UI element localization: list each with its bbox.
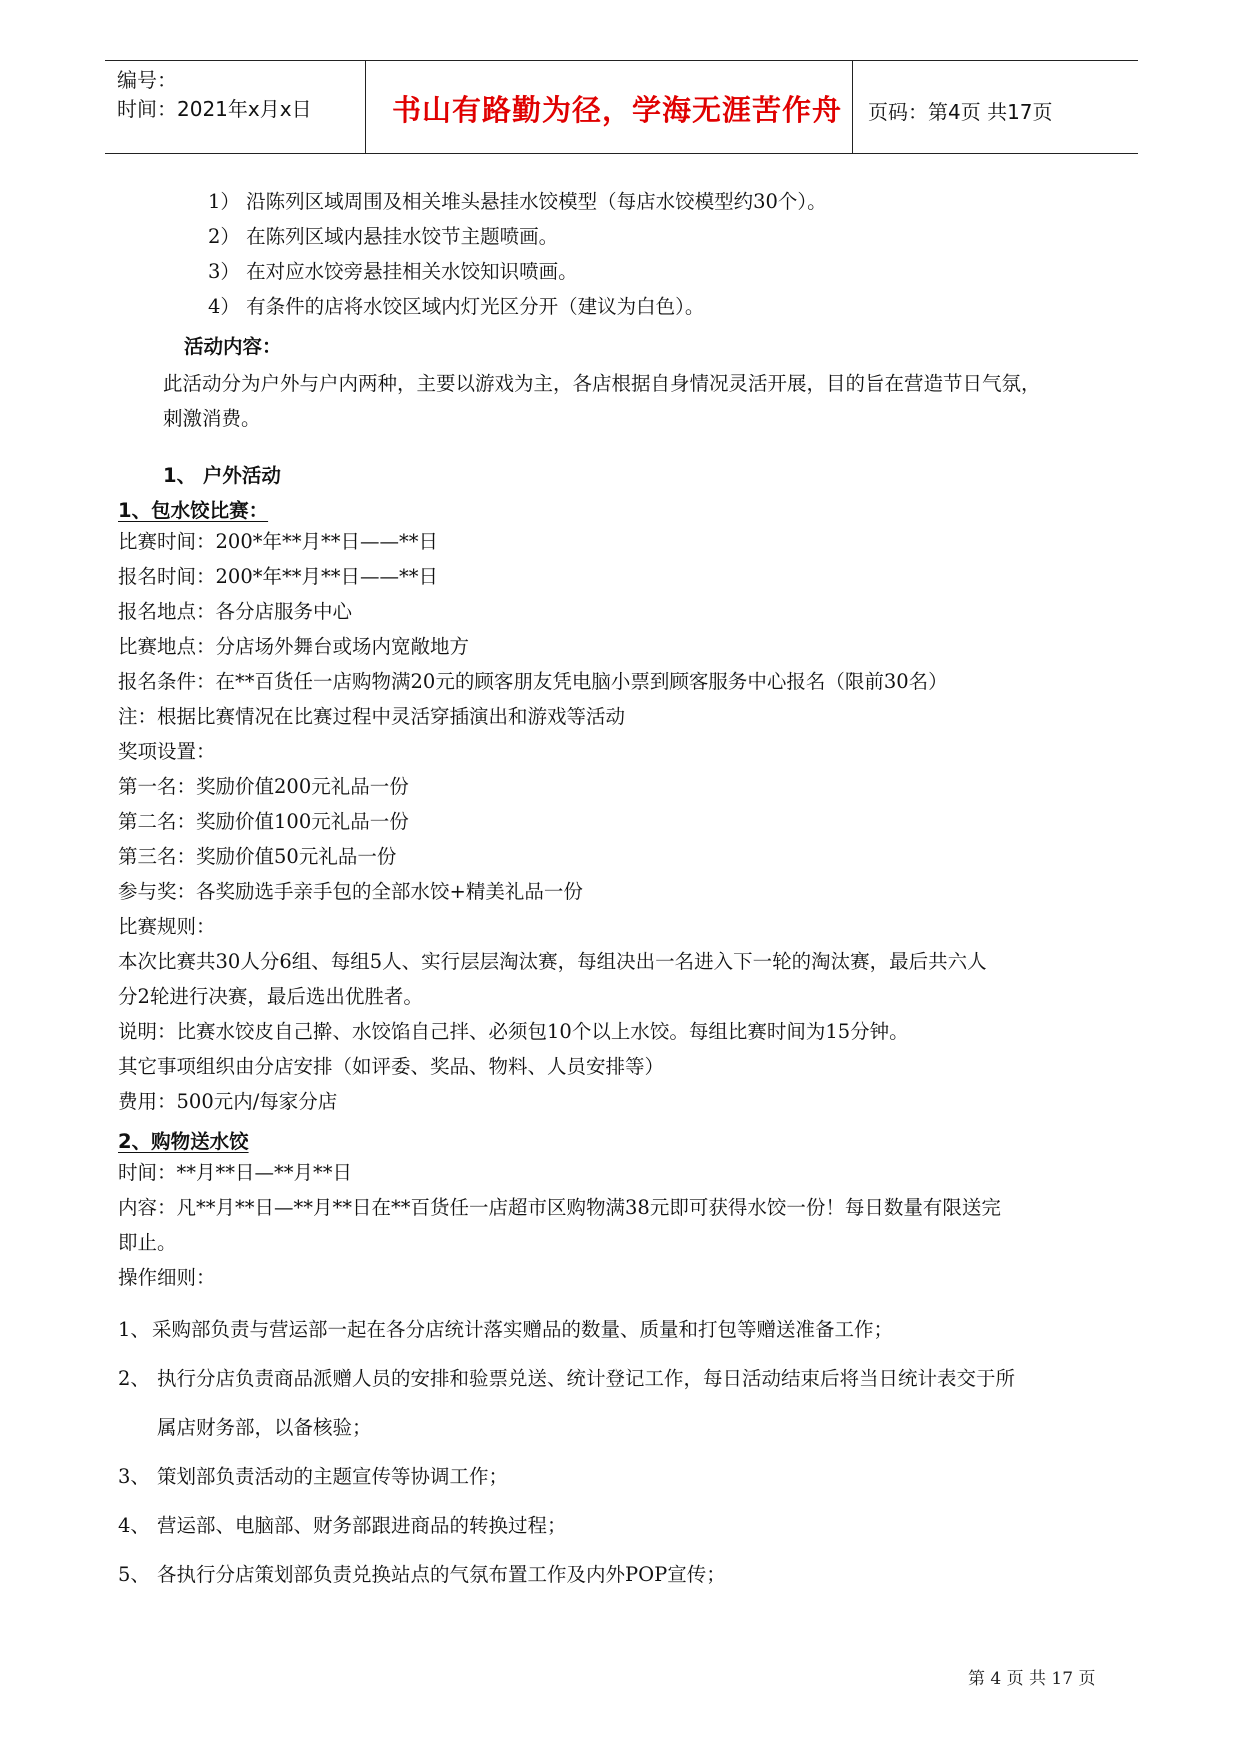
list-item: 3） 在对应水饺旁悬挂相关水饺知识喷画。 [208, 260, 578, 283]
contest-line: 比赛地点：分店场外舞台或场内宽敞地方 [118, 635, 470, 658]
contest-line: 分2轮进行决赛，最后选出优胜者。 [118, 985, 423, 1008]
operation-text: 采购部负责与营运部一起在各分店统计落实赠品的数量、质量和打包等赠送准备工作； [152, 1318, 894, 1341]
contest-line: 第三名：奖励价值50元礼品一份 [118, 845, 397, 868]
contest-line: 参与奖：各奖励选手亲手包的全部水饺+精美礼品一份 [118, 880, 583, 903]
contest-line: 奖项设置： [118, 740, 216, 763]
header-divider [852, 60, 853, 153]
contest-line: 第一名：奖励价值200元礼品一份 [118, 775, 409, 798]
contest-line: 报名时间：200*年**月**日——**日 [118, 565, 438, 588]
contest-line: 说明：比赛水饺皮自己擀、水饺馅自己拌、必须包10个以上水饺。每组比赛时间为15分钟。 [118, 1020, 909, 1043]
contest-line: 注：根据比赛情况在比赛过程中灵活穿插演出和游戏等活动 [118, 705, 626, 728]
operation-number: 3、 [118, 1465, 150, 1488]
header-divider [365, 60, 366, 153]
contest-line: 本次比赛共30人分6组、每组5人、实行层层淘汰赛，每组决出一名进入下一轮的淘汰赛，最后共六人 [118, 950, 987, 973]
list-item: 1） 沿陈列区域周围及相关堆头悬挂水饺模型（每店水饺模型约30个）。 [208, 190, 827, 213]
outdoor-heading: 1、 户外活动 [163, 464, 281, 487]
operation-text: 策划部负责活动的主题宣传等协调工作； [157, 1465, 509, 1488]
operation-text: 执行分店负责商品派赠人员的安排和验票兑送、统计登记工作，每日活动结束后将当日统计表交于所 [157, 1367, 1016, 1390]
operation-text: 营运部、电脑部、财务部跟进商品的转换过程； [157, 1514, 567, 1537]
activity-heading: 活动内容： [184, 335, 282, 358]
contest-line: 第二名：奖励价值100元礼品一份 [118, 810, 409, 833]
operation-number: 1、 [118, 1318, 150, 1341]
gift-line: 操作细则： [118, 1266, 216, 1289]
document-date: 时间：2021年x月x日 [117, 97, 312, 121]
operation-text: 各执行分店策划部负责兑换站点的气氛布置工作及内外POP宣传； [157, 1563, 726, 1586]
list-item: 2） 在陈列区域内悬挂水饺节主题喷画。 [208, 225, 559, 248]
gift-line: 内容：凡**月**日—**月**日在**百货任一店超市区购物满38元即可获得水饺一份！每日数量有限送完 [118, 1196, 1001, 1219]
operation-text: 属店财务部，以备核验； [157, 1416, 372, 1439]
contest-line: 其它事项组织由分店安排（如评委、奖品、物料、人员安排等） [118, 1055, 665, 1078]
contest-line: 报名地点：各分店服务中心 [118, 600, 353, 623]
gift-line: 即止。 [118, 1231, 177, 1254]
page-footer: 第 4 页 共 17 页 [968, 1669, 1096, 1689]
gift-title: 2、购物送水饺 [118, 1130, 249, 1153]
intro-paragraph: 此活动分为户外与户内两种，主要以游戏为主，各店根据自身情况灵活开展，目的旨在营造节日气氛， [163, 372, 1041, 395]
operation-number: 2、 [118, 1367, 150, 1390]
operation-number: 5、 [118, 1563, 150, 1586]
header-motto: 书山有路勤为径，学海无涯苦作舟 [392, 93, 843, 127]
contest-line: 比赛时间：200*年**月**日——**日 [118, 530, 438, 553]
document-number: 编号： [117, 68, 177, 92]
operation-number: 4、 [118, 1514, 150, 1537]
contest-line: 比赛规则： [118, 915, 216, 938]
list-item: 4） 有条件的店将水饺区域内灯光区分开（建议为白色）。 [208, 295, 705, 318]
header-page-number: 页码：第4页 共17页 [868, 100, 1053, 124]
contest-line: 报名条件：在**百货任一店购物满20元的顾客朋友凭电脑小票到顾客服务中心报名（限前30名） [118, 670, 948, 693]
contest-title: 1、包水饺比赛： [118, 499, 269, 522]
contest-line: 费用：500元内/每家分店 [118, 1090, 338, 1113]
gift-line: 时间：**月**日—**月**日 [118, 1161, 353, 1184]
intro-paragraph: 刺激消费。 [163, 407, 261, 430]
